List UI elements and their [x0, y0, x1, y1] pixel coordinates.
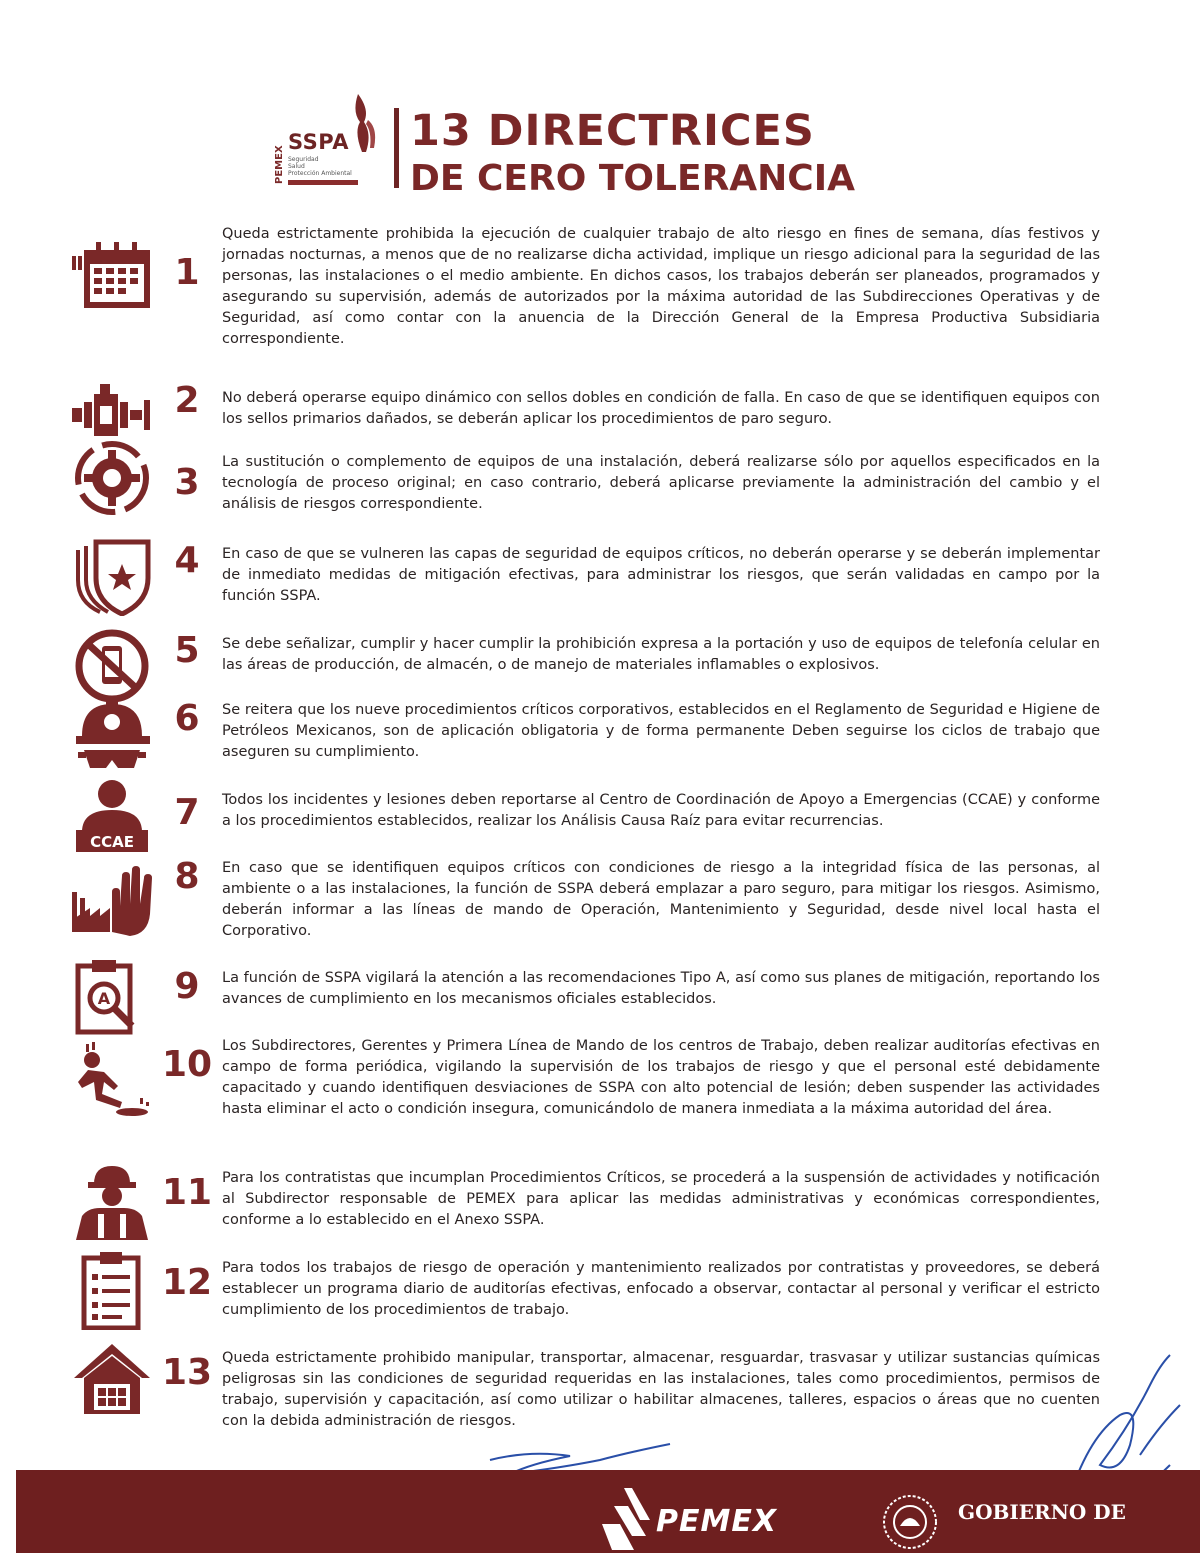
directive-number: 6	[174, 698, 200, 739]
gear-icon	[70, 438, 156, 518]
directive-text: Queda estrictamente prohibida la ejecución de cualquier trabajo de alto riesgo en fines de semana, días festivos y jornadas nocturnas, a menos que de no realizarse dicha actividad, implique un riesgo adicional para la seguridad de las personas, las instalaciones o el medio ambiente. En dichos casos, los trabajos deberán ser planeados, programados y asegurando su supervisión, además de autorizados por la máxima autoridad de las Subdirecciones Operativas y de Seguridad, así como contar con la anuencia de la Dirección General de la Empresa Productiva Subsidiaria correspondiente.	[222, 226, 1100, 347]
directive-text: Para los contratistas que incumplan Procedimientos Críticos, se procederá a la suspensión de actividades y notificación al Subdirector responsable de PEMEX para aplicar las medidas administrativas y económicas correspondientes, conforme a lo establecido en el Anexo SSPA.	[222, 1170, 1100, 1228]
calendar-icon	[70, 236, 156, 316]
directive-text: La función de SSPA vigilará la atención a las recomendaciones Tipo A, así como sus planes de mitigación, reportando los avances de cumplimiento en los mecanismos oficiales establecidos.	[222, 970, 1100, 1007]
sspa-logo	[272, 92, 384, 192]
directive-text: En caso que se identifiquen equipos críticos con condiciones de riesgo a la integridad física de las personas, al ambiente o a las instalaciones, la función de SSPA deberá emplazar a paro seguro, para mitigar los riesgos. Asimismo, deberán informar a las líneas de mando de Operación, Mantenimiento y Seguridad, desde nivel local hasta el Corporativo.	[222, 860, 1100, 939]
shield-layers-icon	[70, 536, 156, 616]
title-line-1: 13 DIRECTRICES	[410, 106, 815, 156]
logo-subtitle: Seguridad Salud Protección Ambiental	[288, 156, 352, 177]
directive-text: Para todos los trabajos de riesgo de operación y mantenimiento realizados por contratistas y proveedores, se deberá establecer un programa diario de auditorías efectivas, enfocado a observar, contactar al personal y verificar el estricto cumplimiento de los procedimientos de trabajo.	[222, 1260, 1100, 1318]
directive-number: 9	[174, 966, 200, 1007]
directive-number: 1	[174, 252, 200, 293]
logo-sspa-text: SSPA	[288, 130, 350, 154]
gobierno-text: GOBIERNO DE	[958, 1500, 1126, 1524]
hardhat-goggles-icon	[70, 696, 156, 776]
directive-number: 3	[174, 462, 200, 503]
pemex-wordmark: PEMEX	[656, 1504, 777, 1539]
directive-number: 12	[161, 1262, 213, 1303]
directive-text: Se reitera que los nueve procedimientos críticos corporativos, establecidos en el Reglamento de Seguridad e Higiene de Petróleos Mexicanos, son de aplicación obligatoria y de forma permanente Deben seguirse los ciclos de trabajo que aseguren su cumplimiento.	[222, 702, 1100, 760]
directive-number: 11	[161, 1172, 213, 1213]
logo-flame-icon	[344, 92, 384, 156]
directive-text: Todos los incidentes y lesiones deben reportarse al Centro de Coordinación de Apoyo a Emergencias (CCAE) y conforme a los procedimientos establecidos, realizar los Análisis Causa Raíz para evitar recurrencias.	[222, 792, 1100, 829]
gobierno-seal	[880, 1492, 940, 1552]
svg-text:A: A	[97, 989, 111, 1008]
no-phone-icon	[70, 626, 156, 706]
logo-pemex-vertical: PEMEX	[274, 145, 285, 184]
directive-number: 8	[174, 856, 200, 897]
header-divider	[394, 108, 399, 188]
ccae-label: CCAE	[90, 833, 134, 851]
warehouse-icon	[70, 1338, 156, 1418]
directive-number: 7	[174, 792, 200, 833]
stop-hand-factory-icon	[70, 862, 156, 942]
directive-text: Queda estrictamente prohibido manipular, transportar, almacenar, resguardar, trasvasar y utilizar sustancias químicas peligrosas sin las condiciones de seguridad requeridas en las instalaciones, tales como procedimientos, permisos de trabajo, supervisión y capacitación, así como utilizar o habilitar almacenes, talleres, espacios o áreas que no cuenten con la debida administración de riesgos.	[222, 1350, 1100, 1429]
directive-text: La sustitución o complemento de equipos de una instalación, deberá realizarse sólo por aquellos especificados en la tecnología de proceso original; en caso contrario, deberá aplicarse previamente la administración del cambio y el análisis de riesgos correspondiente.	[222, 454, 1100, 512]
logo-bar	[288, 180, 358, 185]
directive-text: Los Subdirectores, Gerentes y Primera Línea de Mando de los centros de Trabajo, deben realizar auditorías efectivas en campo de forma periódica, vigilando la supervisión de los trabajos de riesgo y que el personal esté debidamente capacitado y cuando identifiquen desviaciones de SSPA con alto potencial de lesión; deben suspender las actividades hasta eliminar el acto o condición insegura, comunicándolo de manera inmediata a la máxima autoridad del área.	[222, 1038, 1100, 1117]
ccae-person-icon	[70, 776, 156, 856]
title-line-2: DE CERO TOLERANCIA	[410, 158, 855, 199]
directive-text: En caso de que se vulneren las capas de seguridad de equipos críticos, no deberán operarse y se deberán implementar de inmediato medidas de mitigación efectivas, para administrar los riesgos, que serán validadas en campo por la función SSPA.	[222, 546, 1100, 604]
directive-number: 4	[174, 540, 200, 581]
directive-number: 10	[161, 1044, 213, 1085]
directive-text: No deberá operarse equipo dinámico con sellos dobles en condición de falla. En caso de que se identifiquen equipos con los sellos primarios dañados, se deberán aplicar los procedimientos de paro seguro.	[222, 390, 1100, 427]
directive-number: 5	[174, 630, 200, 671]
checklist-icon	[70, 1250, 156, 1330]
directive-number: 2	[174, 380, 200, 421]
worker-icon	[70, 1162, 156, 1242]
slipping-person-icon	[70, 1042, 156, 1122]
document-header	[272, 92, 912, 202]
directive-number: 13	[161, 1352, 213, 1393]
directive-text: Se debe señalizar, cumplir y hacer cumplir la prohibición expresa a la portación y uso de equipos de telefonía celular en las áreas de producción, de almacén, o de manejo de materiales inflamables o explosivos.	[222, 636, 1100, 673]
clipboard-magnifier-icon	[70, 956, 156, 1036]
